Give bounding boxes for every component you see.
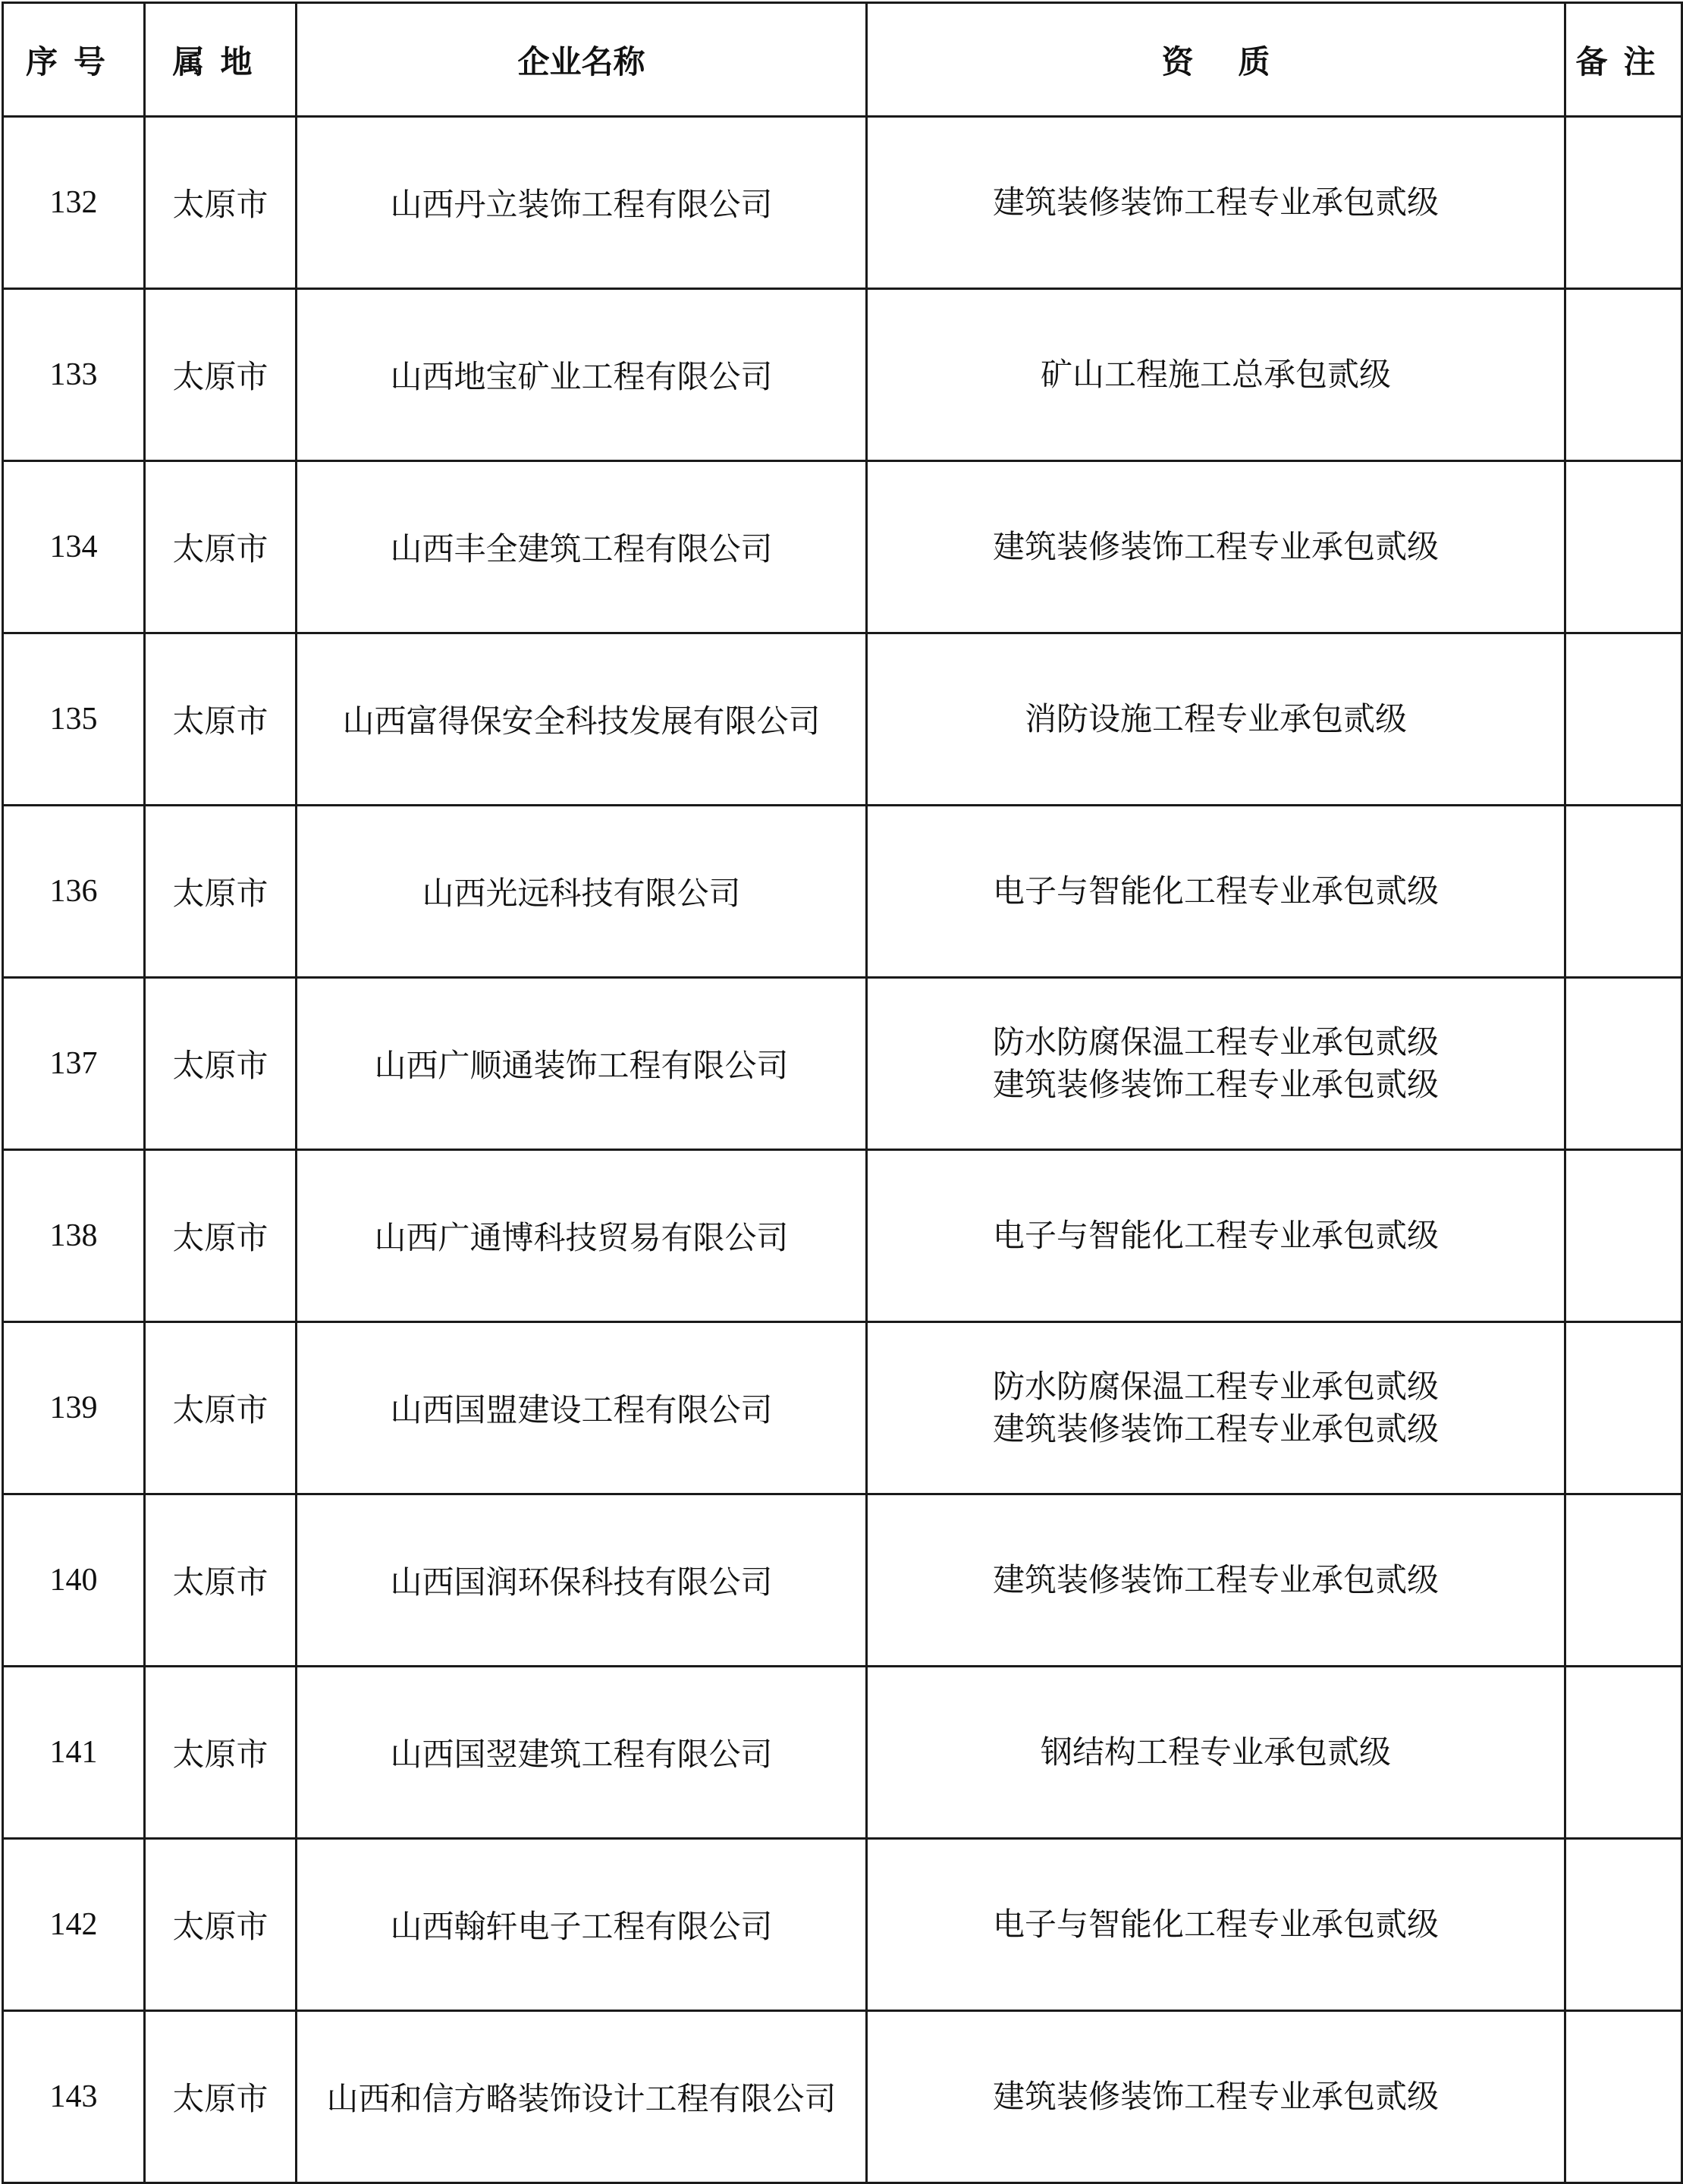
cell-region: 太原市	[145, 2011, 297, 2183]
cell-index: 138	[3, 1150, 145, 1322]
table-row	[3, 1839, 1682, 2011]
qualification-line: 矿山工程施工总承包贰级	[1040, 356, 1391, 393]
cell-index: 133	[3, 289, 145, 461]
cell-region: 太原市	[145, 1667, 297, 1839]
cell-index: 142	[3, 1839, 145, 2011]
cell-qualification	[867, 1322, 1565, 1494]
qualification-line: 电子与智能化工程专业承包贰级	[992, 872, 1439, 910]
cell-region: 太原市	[145, 978, 297, 1150]
cell-region: 太原市	[145, 1322, 297, 1494]
cell-index: 140	[3, 1494, 145, 1667]
table-row	[3, 461, 1682, 633]
table-row	[3, 2011, 1682, 2183]
header-company: 企业名称	[297, 3, 867, 117]
cell-company: 山西广顺通装饰工程有限公司	[297, 978, 867, 1150]
table-row	[3, 1150, 1682, 1322]
cell-qualification	[867, 1494, 1565, 1667]
cell-region: 太原市	[145, 1150, 297, 1322]
cell-remarks	[1565, 806, 1682, 978]
cell-region: 太原市	[145, 1494, 297, 1667]
table-header-row	[3, 3, 1682, 117]
qualification-line: 建筑装修装饰工程专业承包贰级	[992, 1410, 1439, 1447]
table-row	[3, 289, 1682, 461]
cell-company: 山西翰轩电子工程有限公司	[297, 1839, 867, 2011]
qualification-line: 消防设施工程专业承包贰级	[1024, 700, 1407, 737]
cell-remarks	[1565, 1150, 1682, 1322]
cell-company: 山西国润环保科技有限公司	[297, 1494, 867, 1667]
qualification-line: 电子与智能化工程专业承包贰级	[992, 1906, 1439, 1943]
cell-remarks	[1565, 1322, 1682, 1494]
table-row	[3, 117, 1682, 289]
table-row	[3, 1322, 1682, 1494]
qualification-line: 建筑装修装饰工程专业承包贰级	[992, 1066, 1439, 1103]
cell-qualification	[867, 1667, 1565, 1839]
cell-index: 135	[3, 633, 145, 806]
qualification-line: 建筑装修装饰工程专业承包贰级	[992, 528, 1439, 565]
cell-qualification	[867, 2011, 1565, 2183]
cell-remarks	[1565, 117, 1682, 289]
cell-qualification	[867, 289, 1565, 461]
qualification-line: 建筑装修装饰工程专业承包贰级	[992, 1561, 1439, 1598]
qualification-line: 建筑装修装饰工程专业承包贰级	[992, 184, 1439, 221]
cell-qualification	[867, 1839, 1565, 2011]
table-row	[3, 1667, 1682, 1839]
cell-qualification	[867, 117, 1565, 289]
table-row	[3, 633, 1682, 806]
cell-qualification	[867, 1150, 1565, 1322]
enterprise-qualification-table	[2, 2, 1683, 2184]
header-qualification: 资质	[867, 3, 1565, 117]
cell-qualification	[867, 633, 1565, 806]
cell-company: 山西丹立装饰工程有限公司	[297, 117, 867, 289]
cell-remarks	[1565, 289, 1682, 461]
cell-remarks	[1565, 1667, 1682, 1839]
cell-index: 141	[3, 1667, 145, 1839]
cell-region: 太原市	[145, 461, 297, 633]
cell-remarks	[1565, 1839, 1682, 2011]
header-index: 序号	[3, 3, 145, 117]
table-body	[3, 117, 1682, 2183]
qualification-line: 防水防腐保温工程专业承包贰级	[992, 1023, 1439, 1061]
cell-region: 太原市	[145, 806, 297, 978]
cell-company: 山西和信方略装饰设计工程有限公司	[297, 2011, 867, 2183]
cell-index: 143	[3, 2011, 145, 2183]
cell-index: 132	[3, 117, 145, 289]
table-row	[3, 806, 1682, 978]
cell-remarks	[1565, 633, 1682, 806]
cell-company: 山西光远科技有限公司	[297, 806, 867, 978]
cell-region: 太原市	[145, 1839, 297, 2011]
cell-index: 134	[3, 461, 145, 633]
cell-remarks	[1565, 461, 1682, 633]
cell-company: 山西丰全建筑工程有限公司	[297, 461, 867, 633]
qualification-line: 钢结构工程专业承包贰级	[1040, 1733, 1391, 1771]
cell-remarks	[1565, 1494, 1682, 1667]
cell-region: 太原市	[145, 633, 297, 806]
cell-qualification	[867, 806, 1565, 978]
cell-qualification	[867, 978, 1565, 1150]
header-region: 属地	[145, 3, 297, 117]
cell-index: 136	[3, 806, 145, 978]
cell-company: 山西广通博科技贸易有限公司	[297, 1150, 867, 1322]
table-row	[3, 1494, 1682, 1667]
cell-company: 山西地宝矿业工程有限公司	[297, 289, 867, 461]
header-remarks: 备注	[1565, 3, 1682, 117]
cell-company: 山西国翌建筑工程有限公司	[297, 1667, 867, 1839]
cell-remarks	[1565, 2011, 1682, 2183]
cell-index: 137	[3, 978, 145, 1150]
cell-company: 山西国盟建设工程有限公司	[297, 1322, 867, 1494]
cell-remarks	[1565, 978, 1682, 1150]
cell-region: 太原市	[145, 289, 297, 461]
cell-qualification	[867, 461, 1565, 633]
cell-company: 山西富得保安全科技发展有限公司	[297, 633, 867, 806]
cell-region: 太原市	[145, 117, 297, 289]
qualification-line: 防水防腐保温工程专业承包贰级	[992, 1368, 1439, 1405]
qualification-line: 建筑装修装饰工程专业承包贰级	[992, 2078, 1439, 2115]
cell-index: 139	[3, 1322, 145, 1494]
qualification-line: 电子与智能化工程专业承包贰级	[992, 1217, 1439, 1254]
table-row	[3, 978, 1682, 1150]
